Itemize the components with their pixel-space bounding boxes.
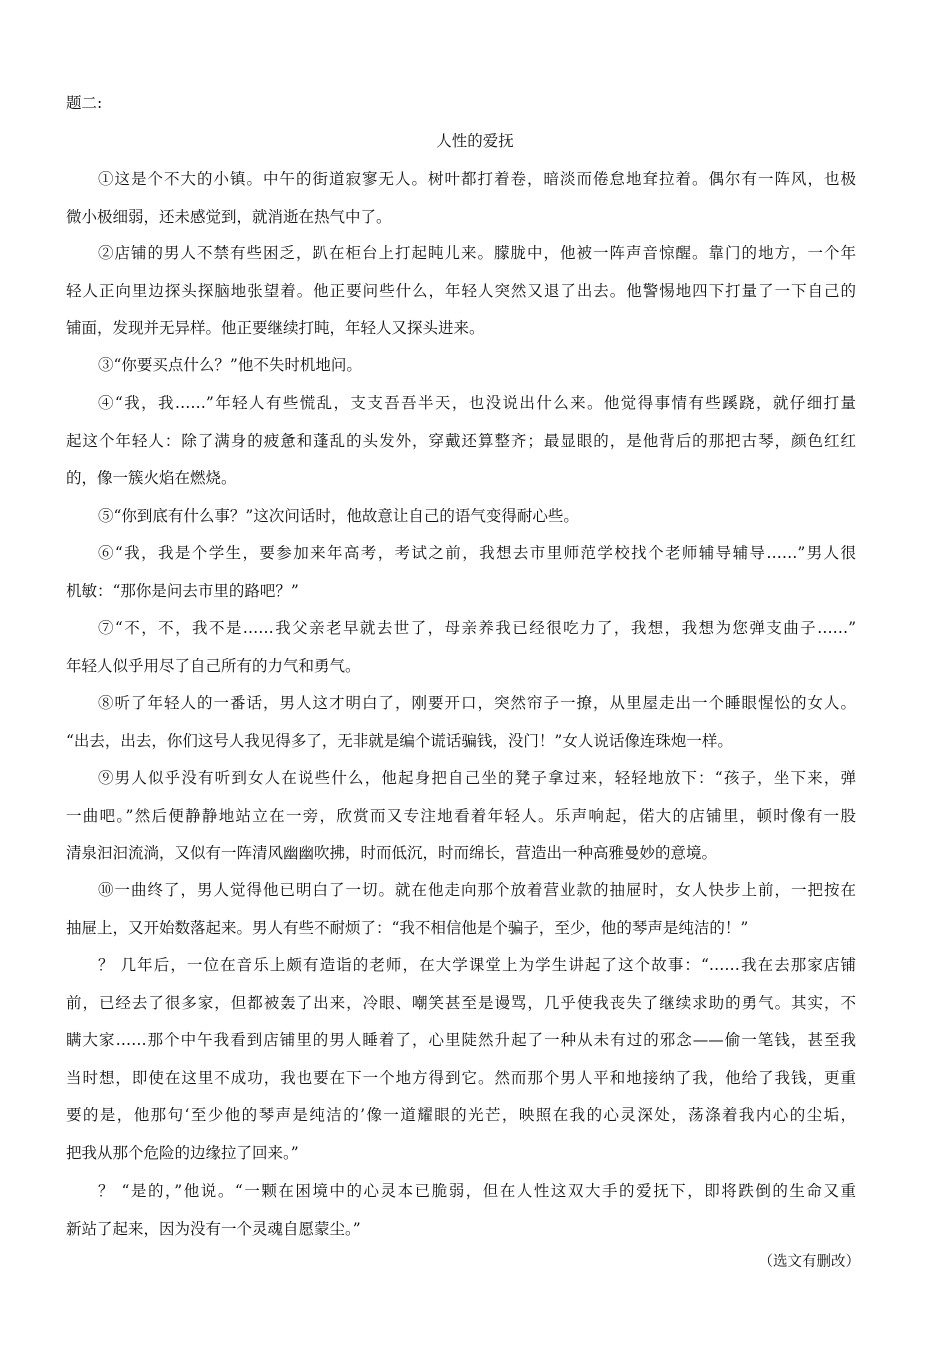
paragraph-line: ？ “是的，”他说。“一颗在困境中的心灵本已脆弱，但在人性这双大手的爱抚下，即将跌倒的生命又重 (98, 1182, 856, 1200)
paragraph-line: ？ 几年后，一位在音乐上颇有造诣的老师，在大学课堂上为学生讲起了这个故事：“……我在去那家店铺 (98, 956, 856, 974)
paragraph-line: “出去，出去，你们这号人我见得多了，无非就是编个谎话骗钱，没门！”女人说话像连珠炮一样。 (66, 732, 733, 750)
paragraph-line: 铺面，发现并无异样。他正要继续打盹，年轻人又探头进来。 (66, 319, 485, 337)
paragraph-line: 要的是，他那句‘至少他的琴声是纯洁的’像一道耀眼的光芒，映照在我的心灵深处，荡涤着我内心的尘垢， (66, 1106, 856, 1124)
paragraph-line: 新站了起来，因为没有一个灵魂自愿蒙尘。” (66, 1220, 361, 1238)
paragraph-line: 起这个年轻人：除了满身的疲惫和蓬乱的头发外，穿戴还算整齐；最显眼的，是他背后的那把古琴，颜色红红 (66, 432, 856, 450)
paragraph-line: 的，像一簇火焰在燃烧。 (66, 469, 237, 487)
paragraph-line: 年轻人似乎用尽了自己所有的力气和勇气。 (66, 657, 361, 675)
question-label: 题二: (66, 94, 103, 112)
paragraph-line: 抽屉上，又开始数落起来。男人有些不耐烦了：“我不相信他是个骗子，至少，他的琴声是纯洁的！” (66, 919, 749, 937)
paragraph-line: 清泉汩汩流淌，又似有一阵清风幽幽吹拂，时而低沉，时而绵长，营造出一种高雅曼妙的意境。 (66, 844, 718, 862)
paragraph-line: 轻人正向里边探头探脑地张望着。他正要问些什么，年轻人突然又退了出去。他警惕地四下打量了一下自己的 (66, 282, 856, 300)
paragraph-line: 当时想，即使在这里不成功，我也要在下一个地方得到它。然而那个男人平和地接纳了我，他给了我钱，更重 (66, 1069, 856, 1087)
paragraph-line: ⑧听了年轻人的一番话，男人这才明白了，刚要开口，突然帘子一撩，从里屋走出一个睡眼惺忪的女人。 (98, 694, 856, 712)
paragraph-line: ①这是个不大的小镇。中午的街道寂寥无人。树叶都打着卷，暗淡而倦怠地耷拉着。偶尔有一阵风，也极 (98, 170, 856, 188)
article-title: 人性的爱抚 (436, 132, 514, 150)
paragraph-line: 把我从那个危险的边缘拉了回来。” (66, 1144, 299, 1162)
paragraph-line: ④“我，我……”年轻人有些慌乱，支支吾吾半天，也没说出什么来。他觉得事情有些蹊跷，就仔细打量 (98, 394, 856, 412)
paragraph-line: ⑩一曲终了，男人觉得他已明白了一切。就在他走向那个放着营业款的抽屉时，女人快步上前，一把按在 (98, 881, 856, 899)
paragraph-line: 机敏：“那你是问去市里的路吧？” (66, 582, 299, 600)
paragraph-line: ⑨男人似乎没有听到女人在说些什么，他起身把自己坐的凳子拿过来，轻轻地放下：“孩子，坐下来，弹 (98, 769, 856, 787)
paragraph-line: 一曲吧。”然后便静静地站立在一旁，欣赏而又专注地看着年轻人。乐声响起，偌大的店铺里，顿时像有一股 (66, 807, 856, 825)
paragraph-line: ⑥“我，我是个学生，要参加来年高考，考试之前，我想去市里师范学校找个老师辅导辅导……”男人很 (98, 544, 856, 562)
paragraph-line: ③“你要买点什么？”他不失时机地问。 (98, 356, 362, 374)
paragraph-line: ⑦“不，不，我不是……我父亲老早就去世了，母亲养我已经很吃力了，我想，我想为您弹支曲子……” (98, 619, 856, 637)
paragraph-line: ②店铺的男人不禁有些困乏，趴在柜台上打起盹儿来。朦胧中，他被一阵声音惊醒。靠门的地方，一个年 (98, 244, 856, 262)
paragraph-line: 前，已经去了很多家，但都被轰了出来，冷眼、嘲笑甚至是谩骂，几乎使我丧失了继续求助的勇气。其实，不 (66, 994, 856, 1012)
paragraph-line: 瞒大家……那个中午我看到店铺里的男人睡着了，心里陡然升起了一种从未有过的邪念——偷一笔钱，甚至我 (66, 1031, 856, 1049)
source-note: （选文有删改） (758, 1254, 860, 1270)
paragraph-line: ⑤“你到底有什么事？”这次问话时，他故意让自己的语气变得耐心些。 (98, 507, 579, 525)
paragraph-line: 微小极细弱，还未感觉到，就消逝在热气中了。 (66, 208, 392, 226)
